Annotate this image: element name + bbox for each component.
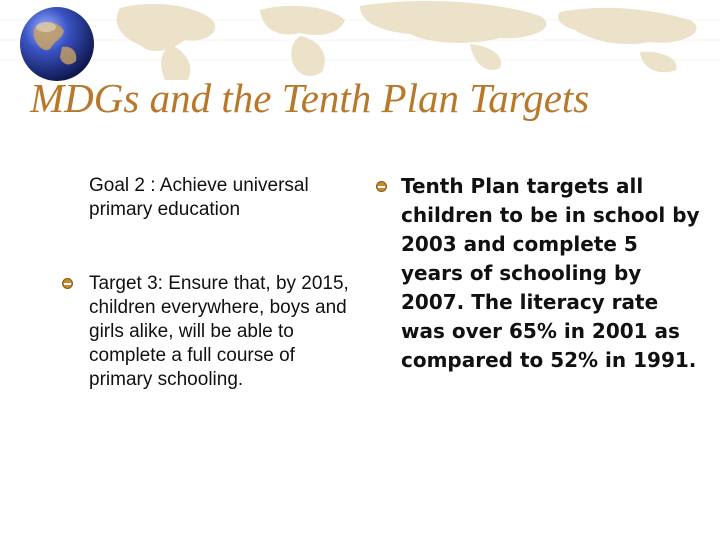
tenth-plan-text: Tenth Plan targets all children to be in school by 2003 and complete 5 years of schooling by 2007. The literacy rate was over 65% in 2001 as compared to 52% in 1991. (401, 174, 700, 372)
target-bullet-item (60, 272, 360, 392)
right-column (370, 172, 700, 375)
goal-text (89, 174, 360, 222)
tenth-plan-bullet-item (370, 172, 700, 375)
world-map-background (0, 0, 720, 80)
bullet-icon (376, 181, 387, 192)
globe-icon (18, 5, 96, 83)
goal-label: Goal 2 : Achieve universal primary education (89, 175, 309, 220)
target-text: Target 3: Ensure that, by 2015, children everywhere, boys and girls alike, will be able to complete a full course of primary schooling. (89, 273, 349, 390)
bullet-icon (62, 278, 73, 289)
slide-title: MDGs and the Tenth Plan Targets (30, 75, 590, 121)
left-column (60, 172, 360, 392)
